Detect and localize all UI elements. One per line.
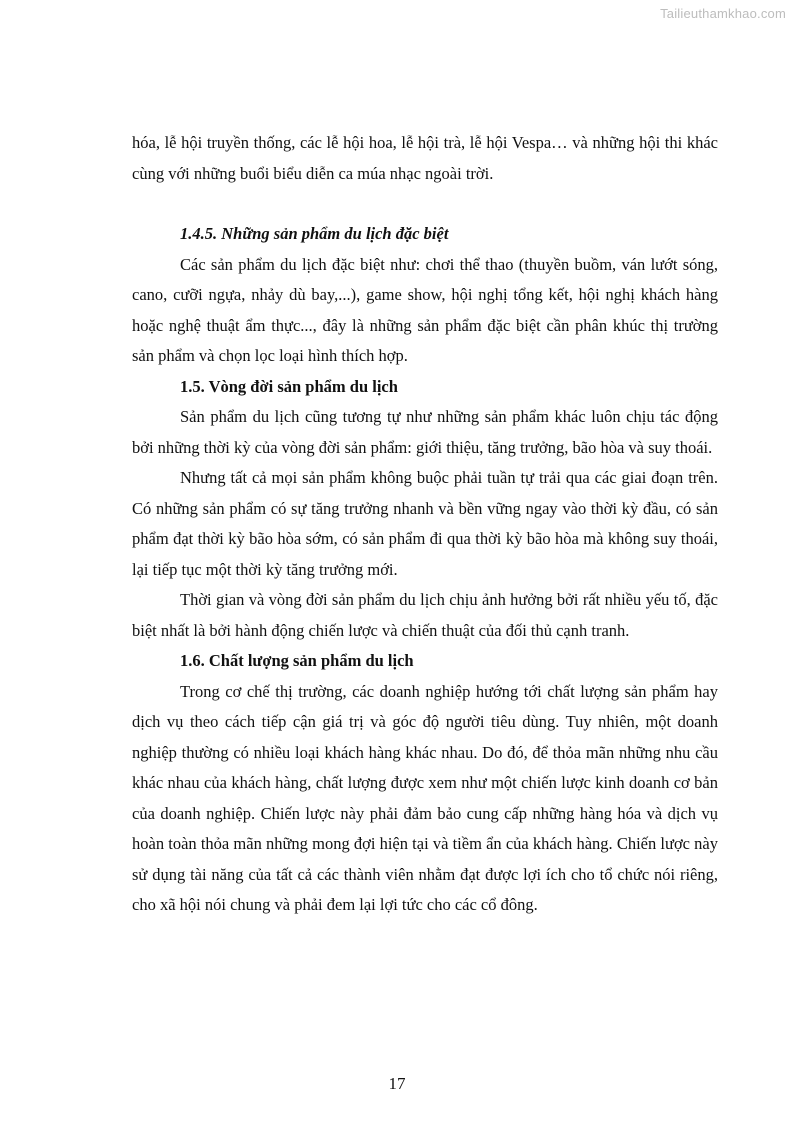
section-gap	[132, 189, 718, 219]
page-number: 17	[388, 1074, 406, 1093]
heading-1-6: 1.6. Chất lượng sản phẩm du lịch	[180, 651, 414, 670]
paragraph-lifecycle-factors: Thời gian và vòng đời sản phẩm du lịch chịu ảnh hưởng bởi rất nhiều yếu tố, đặc biệt nhất là bởi hành động chiến lược và chiến thuật của đối thủ cạnh tranh.	[132, 590, 718, 640]
paragraph-continued: hóa, lễ hội truyền thống, các lễ hội hoa, lễ hội trà, lễ hội Vespa… và những hội thi khác cùng với những buổi biểu diễn ca múa nhạc ngoài trời.	[132, 133, 718, 183]
paragraph-lifecycle-stages: Nhưng tất cả mọi sản phẩm không buộc phải tuần tự trải qua các giai đoạn trên. Có những sản phẩm có sự tăng trưởng nhanh và bền vững ngay vào thời kỳ đầu, có sản phẩm đạt thời kỳ bão hòa sớm, có sản phẩm đi qua thời kỳ bão hòa mà không suy thoái, lại tiếp tục một thời kỳ tăng trưởng mới.	[132, 468, 718, 579]
heading-1-4-5: 1.4.5. Những sản phẩm du lịch đặc biệt	[180, 224, 449, 243]
paragraph-quality: Trong cơ chế thị trường, các doanh nghiệp hướng tới chất lượng sản phẩm hay dịch vụ theo cách tiếp cận giá trị và góc độ người tiêu dùng. Tuy nhiên, một doanh nghiệp thường có nhiều loại khách hàng khác nhau. Do đó, để thỏa mãn những nhu cầu khác nhau của khách hàng, chất lượng được xem như một chiến lược kinh doanh cơ bản của doanh nghiệp. Chiến lược này phải đảm bảo cung cấp những hàng hóa và dịch vụ hoàn toàn thỏa mãn những mong đợi hiện tại và tiềm ẩn của khách hàng. Chiến lược này sử dụng tài năng của tất cả các thành viên nhằm đạt được lợi ích cho tổ chức nói riêng, cho xã hội nói chung và phải đem lại lợi tức cho các cổ đông.	[132, 681, 718, 914]
watermark-text: Tailieuthamkhao.com	[660, 6, 786, 21]
paragraph-lifecycle-intro: Sản phẩm du lịch cũng tương tự như những sản phẩm khác luôn chịu tác động bởi những thời kỳ của vòng đời sản phẩm: giới thiệu, tăng trưởng, bão hòa và suy thoái.	[132, 407, 718, 457]
document-body	[132, 128, 718, 921]
paragraph-special-products: Các sản phẩm du lịch đặc biệt như: chơi thể thao (thuyền buồm, ván lướt sóng, cano, cưỡi ngựa, nhảy dù bay,...), game show, hội nghị tổng kết, hội nghị khách hàng hoặc nghệ thuật ẩm thực..., đây là những sản phẩm đặc biệt cần phân khúc thị trường sản phẩm và chọn lọc loại hình thích hợp.	[132, 254, 718, 365]
heading-1-5: 1.5. Vòng đời sản phẩm du lịch	[180, 376, 398, 396]
